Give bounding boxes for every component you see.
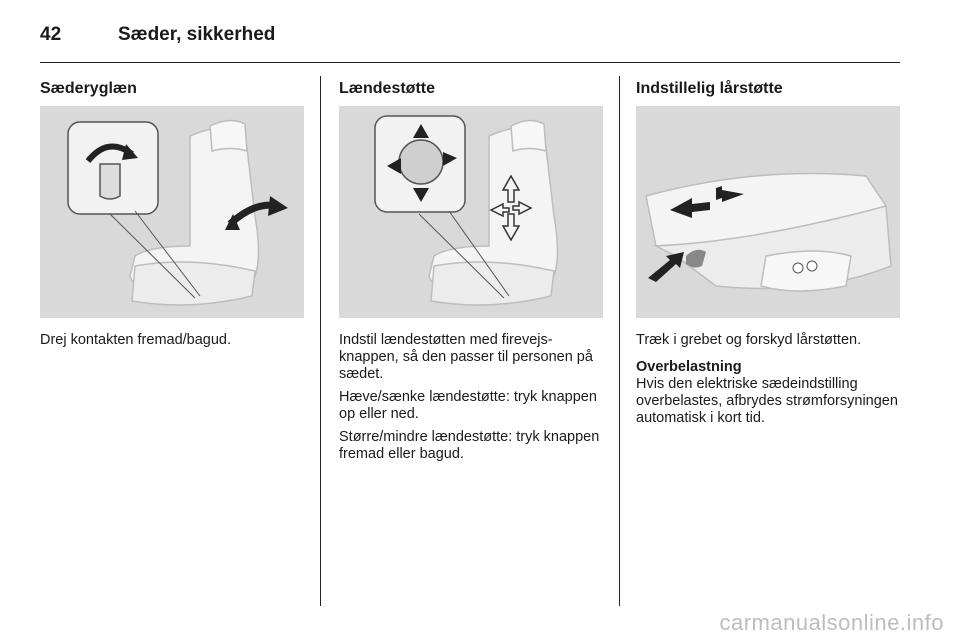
paragraph: Hvis den elektriske sædeindstilling overbelastes, afbrydes strømforsyningen automatisk i kort tid. [636,376,898,426]
section-body [40,332,304,349]
paragraph: Hæve/sænke lændestøtte: tryk knappen op eller ned. [339,389,597,422]
thigh-support-illustration [636,106,900,318]
subheading: Overbelastning [636,359,742,375]
section-thigh-support [636,76,900,433]
section-body [636,332,900,427]
paragraph: Større/mindre lændestøtte: tryk knappen fremad eller bagud. [339,429,600,462]
page-header [40,20,275,50]
watermark: carmanualsonline.info [719,610,944,635]
chapter-title: Sæder, sikkerhed [118,24,276,45]
header-divider [40,62,900,63]
section-title: Indstillelig lårstøtte [636,80,783,97]
backrest-illustration [40,106,304,318]
column-divider-1 [320,76,321,606]
section-title: Sæderyglæn [40,80,137,97]
paragraph: Drej kontakten fremad/bagud. [40,332,232,348]
lumbar-illustration [339,106,603,318]
section-lumbar [339,76,603,469]
page-number: 42 [40,24,62,45]
section-backrest [40,76,304,355]
seat-backrest-icon [40,106,304,318]
column-divider-2 [619,76,620,606]
paragraph: Træk i grebet og forskyd lårstøtten. [636,332,862,348]
thigh-support-icon [636,106,900,318]
section-body [339,332,603,463]
lumbar-four-way-icon [339,106,603,318]
section-title: Lændestøtte [339,80,435,97]
paragraph: Indstil lændestøtten med firevejsknappen, så den passer til personen på sædet. [339,332,593,382]
